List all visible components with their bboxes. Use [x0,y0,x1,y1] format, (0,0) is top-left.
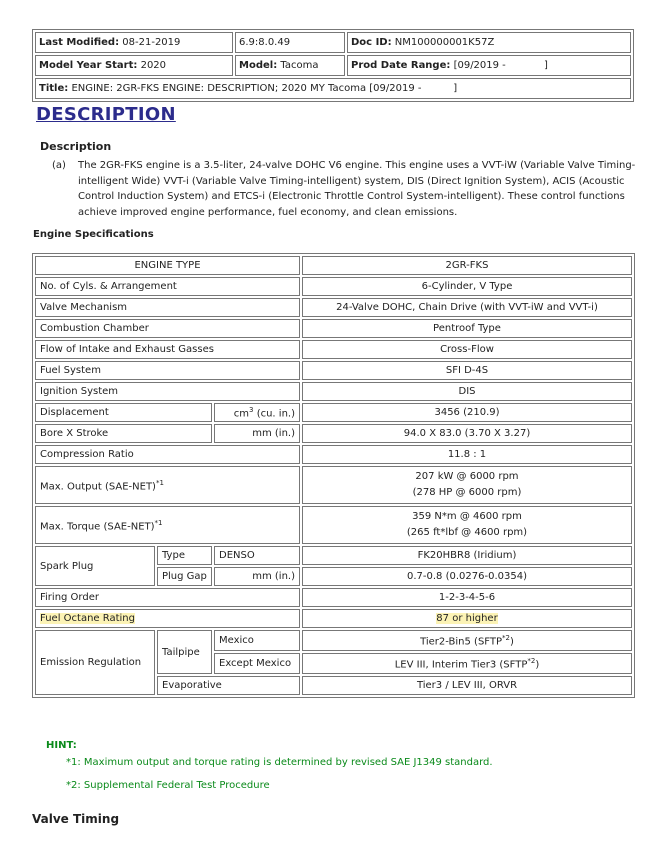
table-row [35,506,632,544]
mexico-value: Tier2-Bin5 (SFTP$^{*2}$) [302,630,632,651]
spark-type-label: Type [157,546,212,565]
valve-value: 24-Valve DOHC, Chain Drive (with VVT-iW and VVT-i) [302,298,632,317]
emission-label: Emission Regulation [35,630,155,695]
table-row [35,445,632,464]
engine-type-label: ENGINE TYPE [35,256,300,275]
table-row [35,277,632,296]
combustion-value: Pentroof Type [302,319,632,338]
last-modified-cell: Last Modified: 08-21-2019 [35,32,233,53]
hint-note-2: *2: Supplemental Federal Test Procedure [66,780,270,791]
model-year-cell: Model Year Start: 2020 [35,55,233,76]
table-row [35,319,632,338]
firing-order-value: 1-2-3-4-5-6 [302,588,632,607]
table-row [35,361,632,380]
tailpipe-label: Tailpipe [157,630,212,674]
description-heading: Description [40,140,112,153]
spark-gap-value: 0.7-0.8 (0.0276-0.0354) [302,567,632,586]
cyl-value: 6-Cylinder, V Type [302,277,632,296]
specs-heading: Engine Specifications [33,229,154,240]
doc-id-cell: Doc ID: NM100000001K57Z [347,32,631,53]
spark-gap-label: Plug Gap [157,567,212,586]
spark-plug-label: Spark Plug [35,546,155,586]
doc-id-value: NM100000001K57Z [394,37,495,48]
engine-type-value: 2GR-FKS [302,256,632,275]
hint-note-1: *1: Maximum output and torque rating is determined by revised SAE J1349 standard. [66,757,493,768]
valve-timing-heading: Valve Timing [32,812,120,826]
table-row [35,609,632,628]
spark-type-value: FK20HBR8 (Iridium) [302,546,632,565]
fuel-system-label: Fuel System [35,361,300,380]
cyl-label: No. of Cyls. & Arrangement [35,277,300,296]
table-row [35,256,632,275]
except-mexico-label: Except Mexico [214,653,300,674]
table-row [35,382,632,401]
table-row [35,298,632,317]
table-row [35,588,632,607]
octane-value: 87 or higher [302,609,632,628]
table-row [35,546,632,565]
version-cell: 6.9:8.0.49 [235,32,345,53]
firing-order-label: Firing Order [35,588,300,607]
compression-value: 11.8 : 1 [302,445,632,464]
table-row [35,466,632,504]
displacement-value: 3456 (210.9) [302,403,632,422]
page-title: DESCRIPTION [36,104,176,125]
item-label: (a) [52,160,66,171]
engine-specifications-table [32,253,635,698]
output-label: Max. Output $(SAE-NET)^{*1}$ [35,466,300,504]
bore-unit: mm (in.) [214,424,300,443]
mexico-label: Mexico [214,630,300,651]
last-modified-value: 08-21-2019 [122,37,181,48]
flow-value: Cross-Flow [302,340,632,359]
evaporative-value: Tier3 / LEV III, ORVR [302,676,632,695]
hint-label: HINT: [46,740,77,751]
title-value: ENGINE: 2GR-FKS ENGINE: DESCRIPTION; 2020 MY Tacoma [09/2019 - ] [71,83,458,94]
table-row [35,403,632,422]
prod-date-cell: Prod Date Range: [09/2019 - ] [347,55,631,76]
ignition-value: DIS [302,382,632,401]
bore-value: 94.0 X 83.0 (3.70 X 3.27) [302,424,632,443]
ignition-label: Ignition System [35,382,300,401]
torque-value: 359 N*m @ 4600 rpm (265 ft*lbf @ 4600 rpm) [302,506,632,544]
octane-label: Fuel Octane Rating [35,609,300,628]
spark-gap-unit: mm (in.) [214,567,300,586]
model-cell: Model: Tacoma [235,55,345,76]
flow-label: Flow of Intake and Exhaust Gasses [35,340,300,359]
displacement-unit: $cm^3$ (cu. in.) [214,403,300,422]
description-paragraph [52,158,638,220]
valve-label: Valve Mechanism [35,298,300,317]
torque-label: Max. Torque $(SAE-NET)^{*1}$ [35,506,300,544]
bore-label: Bore X Stroke [35,424,212,443]
model-year-value: 2020 [140,60,167,71]
compression-label: Compression Ratio [35,445,300,464]
item-text: The 2GR-FKS engine is a 3.5-liter, 24-valve DOHC V6 engine. This engine uses a VVT-iW (Variable Valve Timing-intelligent Wide) VVT-i (Variable Valve Timing-intelligent) system, DIS (Direct Ignition System), ACIS (Acoustic Control Induction System) and ETCS-i (Electronic Throttle Control System-intelligent). These control functions achieve improved engine performance, fuel economy, and clean emissions. [78,160,636,218]
table-row [35,424,632,443]
model-value: Tacoma [280,60,319,71]
table-row [35,340,632,359]
except-mexico-value: LEV III, Interim Tier3 (SFTP$^{*2}$) [302,653,632,674]
output-value: 207 kW @ 6000 rpm (278 HP @ 6000 rpm) [302,466,632,504]
title-cell: Title: ENGINE: 2GR-FKS ENGINE: DESCRIPTION; 2020 MY Tacoma [09/2019 - ] [35,78,631,99]
fuel-system-value: SFI D-4S [302,361,632,380]
displacement-label: Displacement [35,403,212,422]
evaporative-label: Evaporative [157,676,300,695]
combustion-label: Combustion Chamber [35,319,300,338]
table-row [35,630,632,651]
prod-date-value: [09/2019 - ] [453,60,548,71]
spark-type-brand: DENSO [214,546,300,565]
document-header-table [32,29,634,102]
